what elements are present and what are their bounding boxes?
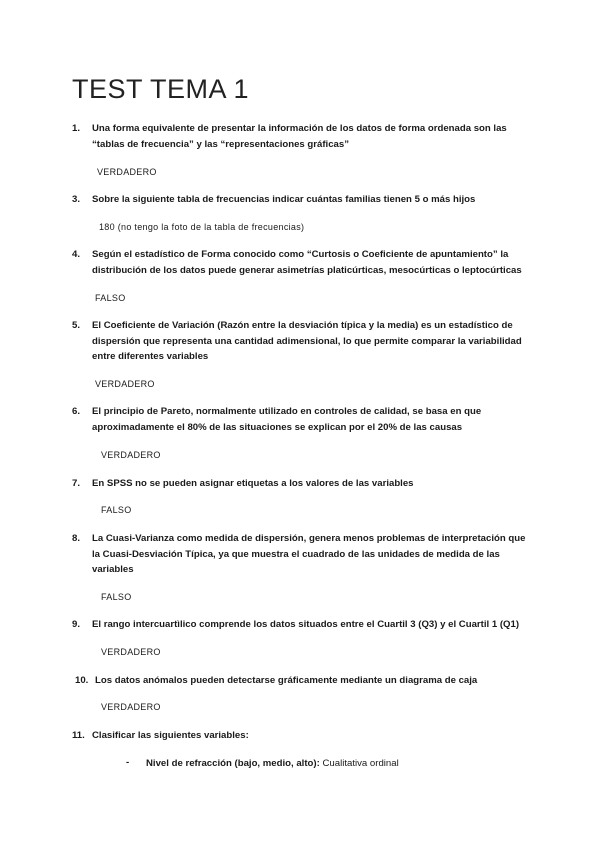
classification-item [146, 757, 399, 771]
answer-7: FALSO [101, 505, 132, 515]
question-text: Según el estadístico de Forma conocido como “Curtosis o Coeficiente de apuntamiento” la distribución de los datos puede generar asimetrías platicúrticas, mesocúrticas o leptocúrticas [92, 249, 522, 276]
question-text: El rango intercuartìlico comprende los datos situados entre el Cuartil 3 (Q3) y el Cuartil 1 (Q1) [92, 619, 520, 630]
question-number: 1. [72, 123, 81, 134]
answer-5: VERDADERO [95, 379, 155, 389]
question-text: Sobre la siguiente tabla de frecuencias indicar cuántas familias tienen 5 o más hijos [92, 194, 476, 205]
question-text: El Coeficiente de Variación (Razón entre la desviación típica y la media) es un estadístico de dispersión que representa una cantidad adimensional, lo que permite comparar la variabilidad entre diferentes variables [92, 320, 522, 362]
question-text: Una forma equivalente de presentar la información de los datos de forma ordenada son las “tablas de frecuencia” y las “representaciones gráficas” [92, 123, 507, 150]
answer-9: VERDADERO [101, 647, 161, 657]
question-number: 5. [72, 320, 81, 331]
question-text: Los datos anómalos pueden detectarse gráficamente mediante un diagrama de caja [95, 675, 478, 686]
question-text: En SPSS no se pueden asignar etiquetas a los valores de las variables [92, 478, 414, 489]
question-number: 4. [72, 249, 81, 260]
question-number: 6. [72, 406, 81, 417]
answer-1: VERDADERO [97, 167, 157, 177]
answer-8: FALSO [101, 592, 132, 602]
question-number: 8. [72, 533, 81, 544]
question-number: 9. [72, 619, 81, 630]
variable-classification: Cualitativa ordinal [322, 758, 399, 769]
answer-3: 180 (no tengo la foto de la tabla de frecuencias) [99, 222, 305, 232]
answer-6: VERDADERO [101, 450, 161, 460]
question-text: El principio de Pareto, normalmente utilizado en controles de calidad, se basa en que aproximadamente el 80% de las situaciones se explican por el 20% de las causas [92, 406, 482, 433]
question-number: 11. [72, 730, 85, 741]
question-number: 3. [72, 194, 81, 205]
variable-label: Nivel de refracción (bajo, medio, alto): [146, 758, 320, 769]
question-text: La Cuasi-Varianza como medida de dispersión, genera menos problemas de interpretación que la Cuasi-Desviación Típica, ya que muestra el cuadrado de las unidades de medida de las variables [92, 533, 526, 575]
question-number: 7. [72, 478, 81, 489]
answer-4: FALSO [95, 293, 126, 303]
answer-10: VERDADERO [101, 702, 161, 712]
question-number: 10. [75, 675, 89, 686]
question-text: Clasificar las siguientes variables: [92, 730, 249, 741]
page-title: TEST TEMA 1 [72, 74, 250, 104]
list-bullet: - [126, 757, 130, 768]
